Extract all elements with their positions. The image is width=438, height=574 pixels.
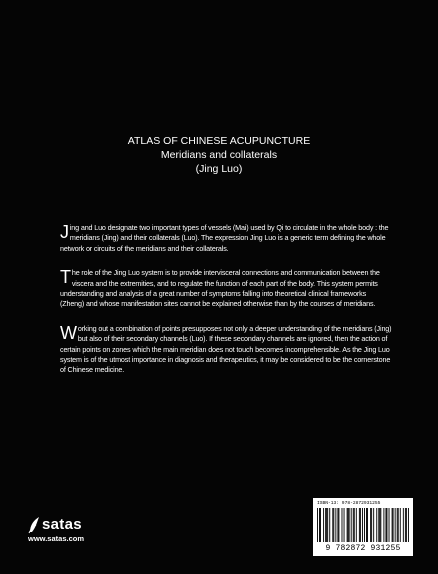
book-subtitle: Meridians and collaterals bbox=[160, 149, 278, 161]
publisher-name: satas bbox=[42, 516, 82, 533]
title-block bbox=[0, 134, 438, 176]
publisher-url: www.satas.com bbox=[28, 534, 84, 543]
barcode-bar bbox=[364, 508, 365, 542]
barcode-bar bbox=[406, 508, 407, 542]
barcode-bar bbox=[333, 508, 334, 542]
barcode-bar bbox=[367, 508, 368, 542]
barcode-bar bbox=[403, 508, 404, 542]
barcode-bar bbox=[380, 508, 381, 542]
barcode-bar bbox=[332, 508, 333, 542]
barcode-bar bbox=[397, 508, 398, 542]
barcode-bar bbox=[326, 508, 327, 542]
barcode-digits: 9 782872 931255 bbox=[325, 544, 401, 553]
publisher-logo bbox=[28, 516, 108, 544]
barcode-bar bbox=[349, 508, 350, 542]
barcode-bar bbox=[319, 508, 320, 542]
drop-cap: T bbox=[60, 267, 71, 288]
barcode-bar bbox=[371, 508, 372, 542]
barcode-bar bbox=[327, 508, 328, 542]
paragraph-text: ing and Luo designate two important types of vessels (Mai) used by Qi to circulate in the whole body : the meridians (Jing) and their collaterals (Luo). The expression Jing Luo is a generic term defining the whole network or circuits of the meridians and their collaterals. bbox=[60, 223, 389, 253]
barcode-bar bbox=[387, 508, 388, 542]
blurb-paragraph-3 bbox=[60, 324, 392, 376]
barcode-bar bbox=[398, 508, 399, 542]
barcode-bar bbox=[323, 508, 324, 542]
barcode-bar bbox=[383, 508, 384, 542]
barcode-bar bbox=[362, 508, 363, 542]
barcode-bar bbox=[344, 508, 345, 542]
barcode-bar bbox=[400, 508, 401, 542]
barcode-bar bbox=[353, 508, 354, 542]
blurb-paragraph-1 bbox=[60, 223, 392, 254]
barcode-bar bbox=[329, 508, 330, 542]
barcode-bar bbox=[393, 508, 394, 542]
barcode-bar bbox=[385, 508, 386, 542]
barcode-bar bbox=[317, 508, 318, 542]
barcode-bar bbox=[389, 508, 390, 542]
barcode-bar bbox=[408, 508, 409, 542]
barcode-bar bbox=[348, 508, 349, 542]
barcode-bar bbox=[395, 508, 396, 542]
barcode-bar bbox=[356, 508, 357, 542]
barcode-bar bbox=[366, 508, 367, 542]
blurb bbox=[60, 223, 392, 390]
barcode-bar bbox=[338, 508, 339, 542]
drop-cap: J bbox=[60, 222, 69, 242]
barcode-icon bbox=[317, 508, 409, 545]
barcode-bar bbox=[320, 508, 321, 542]
barcode-bar bbox=[347, 508, 348, 542]
barcode-bar bbox=[325, 508, 326, 542]
barcode-bar bbox=[342, 508, 343, 542]
barcode-bar bbox=[392, 508, 393, 542]
barcode-bar bbox=[405, 508, 406, 542]
barcode-bar bbox=[351, 508, 352, 542]
barcode-bar bbox=[337, 508, 338, 542]
barcode-bar bbox=[376, 508, 377, 542]
barcode-bar bbox=[378, 508, 379, 542]
paragraph-text: he role of the Jing Luo system is to provide intervisceral connections and communication between the viscera and the extremities, and to regulate the function of each part of the body. This system permits understanding and analysis of a great number of symptoms falling into theoretical clinical frameworks (Zheng) and whose manifestation sites cannot be explained otherwise than by the courses of meridians. bbox=[60, 268, 380, 309]
paragraph-text: orking out a combination of points presupposes not only a deeper understanding of the meridians (Jing) but also of their secondary channels (Luo). If these secondary channels are ignored, then the action of certain points on zones which the main meridian does not touch becomes incomprehensible. As the Jing Luo system is of the utmost importance in diagnosis and therapeutics, it may be considered to be the cornerstone of Chinese medicine. bbox=[60, 323, 392, 375]
isbn-label: ISBN-13: 978-2872931255 bbox=[317, 501, 381, 506]
book-title: ATLAS OF CHINESE ACUPUNCTURE bbox=[127, 135, 311, 147]
barcode-box bbox=[313, 498, 413, 556]
barcode-bar bbox=[335, 508, 336, 542]
barcode-bar bbox=[379, 508, 380, 542]
barcode-bar bbox=[370, 508, 371, 542]
blurb-paragraph-2 bbox=[60, 268, 392, 310]
book-subtitle-chinese: (Jing Luo) bbox=[195, 163, 243, 175]
drop-cap: W bbox=[60, 322, 77, 343]
satas-leaf-icon bbox=[28, 516, 40, 534]
barcode-bar bbox=[373, 508, 374, 542]
barcode-bar bbox=[360, 508, 361, 542]
barcode-bar bbox=[359, 508, 360, 542]
barcode-bar bbox=[354, 508, 355, 542]
